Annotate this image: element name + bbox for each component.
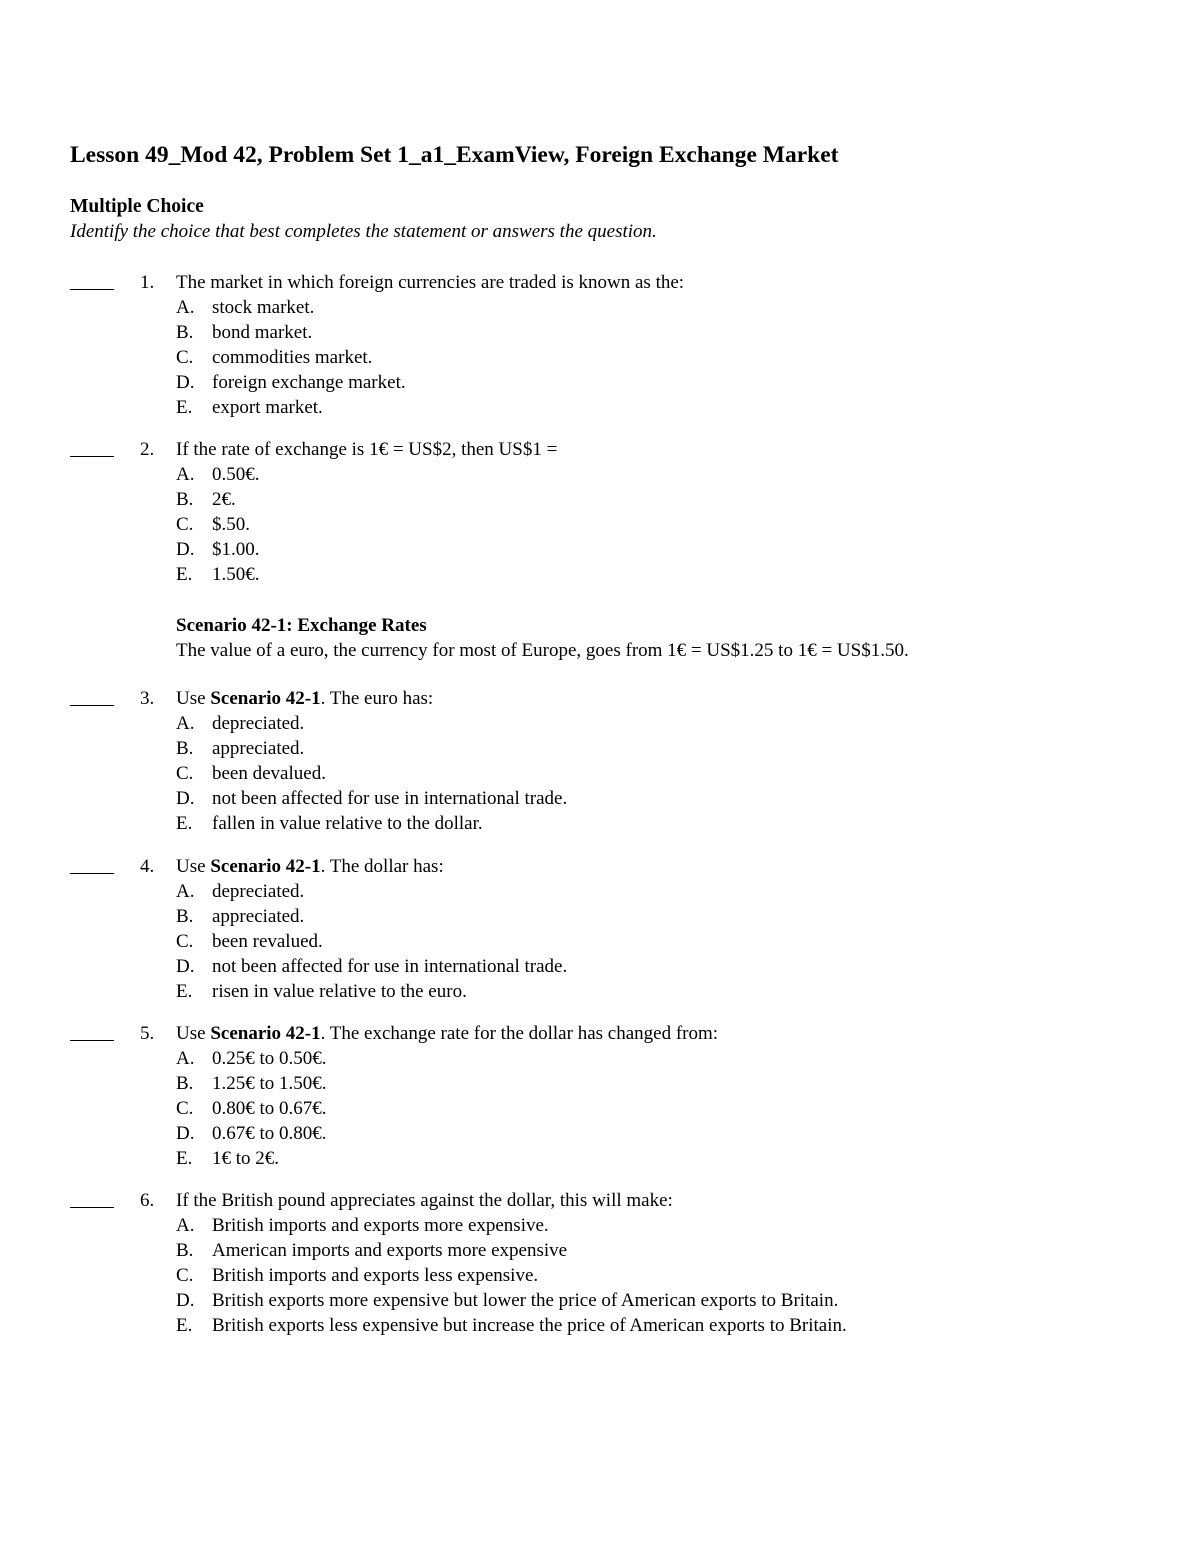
choice-e	[176, 562, 260, 587]
choice-c	[176, 512, 260, 537]
choice-b	[176, 736, 567, 761]
choice-letter: B.	[176, 1073, 194, 1094]
choice-text: risen in value relative to the euro.	[212, 981, 467, 1002]
choice-text: British exports more expensive but lower the price of American exports to Britain.	[212, 1290, 839, 1311]
choice-letter: C.	[176, 514, 194, 535]
choice-text: 1€ to 2€.	[212, 1148, 280, 1169]
scenario-text: The value of a euro, the currency for most of Europe, goes from 1€ = US$1.25 to 1€ = US$1.50.	[176, 640, 909, 661]
choice-a	[176, 1046, 327, 1071]
choice-list	[176, 462, 260, 587]
section-instructions: Identify the choice that best completes the statement or answers the question.	[70, 221, 657, 242]
choice-a	[176, 1213, 847, 1238]
choice-text: British imports and exports less expensive.	[212, 1265, 539, 1286]
choice-letter: D.	[176, 372, 195, 393]
scenario-reference: Scenario 42-1	[210, 1023, 321, 1044]
answer-blank[interactable]	[70, 1040, 114, 1041]
choice-text: 0.50€.	[212, 464, 260, 485]
choice-text: 1.50€.	[212, 564, 260, 585]
choice-letter: E.	[176, 981, 193, 1002]
choice-letter: A.	[176, 713, 195, 734]
choice-d	[176, 370, 406, 395]
choice-letter: E.	[176, 813, 193, 834]
choice-c	[176, 1263, 847, 1288]
scenario-reference: Scenario 42-1	[210, 688, 321, 709]
question-prefix: Use	[176, 688, 211, 709]
choice-text: depreciated.	[212, 713, 305, 734]
choice-a	[176, 711, 567, 736]
scenario-title: Scenario 42-1: Exchange Rates	[176, 615, 427, 636]
choice-letter: B.	[176, 1240, 194, 1261]
question-number: 4.	[140, 856, 155, 877]
question-text: If the British pound appreciates against the dollar, this will make:	[176, 1190, 673, 1211]
choice-text: been devalued.	[212, 763, 326, 784]
choice-text: foreign exchange market.	[212, 372, 406, 393]
answer-blank[interactable]	[70, 456, 114, 457]
choice-text: American imports and exports more expensive	[212, 1240, 568, 1261]
choice-text: bond market.	[212, 322, 313, 343]
choice-text: 0.25€ to 0.50€.	[212, 1048, 327, 1069]
choice-list	[176, 1213, 847, 1338]
answer-blank[interactable]	[70, 289, 114, 290]
question-suffix: . The exchange rate for the dollar has changed from:	[320, 1023, 719, 1044]
choice-text: British imports and exports more expensive.	[212, 1215, 549, 1236]
choice-text: appreciated.	[212, 738, 305, 759]
question-prefix: Use	[176, 1023, 211, 1044]
choice-c	[176, 1096, 327, 1121]
choice-letter: C.	[176, 1098, 194, 1119]
choice-d	[176, 537, 260, 562]
choice-text: fallen in value relative to the dollar.	[212, 813, 483, 834]
choice-list	[176, 879, 567, 1004]
choice-text: 1.25€ to 1.50€.	[212, 1073, 327, 1094]
choice-letter: D.	[176, 1290, 195, 1311]
choice-e	[176, 395, 406, 420]
choice-text: been revalued.	[212, 931, 323, 952]
choice-letter: B.	[176, 322, 194, 343]
choice-text: appreciated.	[212, 906, 305, 927]
scenario-block	[176, 613, 909, 663]
question-suffix: . The euro has:	[320, 688, 434, 709]
question-number: 2.	[140, 439, 155, 460]
choice-letter: C.	[176, 763, 194, 784]
question-text	[176, 686, 433, 711]
choice-letter: E.	[176, 1148, 193, 1169]
choice-letter: A.	[176, 297, 195, 318]
choice-text: $1.00.	[212, 539, 260, 560]
question-text: If the rate of exchange is 1€ = US$2, then US$1 =	[176, 439, 558, 460]
choice-list	[176, 711, 567, 836]
choice-list	[176, 1046, 327, 1171]
choice-letter: A.	[176, 1048, 195, 1069]
choice-b	[176, 320, 406, 345]
choice-e	[176, 979, 567, 1004]
question-number: 6.	[140, 1190, 155, 1211]
document-title: Lesson 49_Mod 42, Problem Set 1_a1_ExamView, Foreign Exchange Market	[70, 142, 839, 168]
question-text	[176, 1021, 718, 1046]
choice-text: depreciated.	[212, 881, 305, 902]
choice-letter: B.	[176, 738, 194, 759]
choice-letter: E.	[176, 397, 193, 418]
section-heading: Multiple Choice	[70, 196, 204, 217]
choice-letter: C.	[176, 931, 194, 952]
choice-e	[176, 811, 567, 836]
choice-letter: E.	[176, 1315, 193, 1336]
choice-d	[176, 954, 567, 979]
choice-a	[176, 295, 406, 320]
question-text: The market in which foreign currencies are traded is known as the:	[176, 272, 685, 293]
choice-b	[176, 487, 260, 512]
choice-letter: D.	[176, 539, 195, 560]
question-text	[176, 854, 444, 879]
choice-e	[176, 1146, 327, 1171]
answer-blank[interactable]	[70, 873, 114, 874]
choice-letter: D.	[176, 1123, 195, 1144]
scenario-reference: Scenario 42-1	[210, 856, 321, 877]
choice-text: not been affected for use in international trade.	[212, 956, 568, 977]
choice-b	[176, 1238, 847, 1263]
choice-text: 2€.	[212, 489, 236, 510]
question-number: 1.	[140, 272, 155, 293]
choice-letter: D.	[176, 788, 195, 809]
choice-text: $.50.	[212, 514, 250, 535]
choice-letter: D.	[176, 956, 195, 977]
choice-c	[176, 761, 567, 786]
choice-list	[176, 295, 406, 420]
choice-d	[176, 1288, 847, 1313]
answer-blank[interactable]	[70, 705, 114, 706]
choice-d	[176, 1121, 327, 1146]
question-number: 3.	[140, 688, 155, 709]
choice-c	[176, 345, 406, 370]
choice-e	[176, 1313, 847, 1338]
question-number: 5.	[140, 1023, 155, 1044]
choice-letter: C.	[176, 1265, 194, 1286]
choice-letter: A.	[176, 1215, 195, 1236]
choice-text: commodities market.	[212, 347, 373, 368]
choice-text: not been affected for use in international trade.	[212, 788, 568, 809]
choice-a	[176, 879, 567, 904]
choice-text: 0.80€ to 0.67€.	[212, 1098, 327, 1119]
choice-c	[176, 929, 567, 954]
choice-d	[176, 786, 567, 811]
choice-text: stock market.	[212, 297, 315, 318]
choice-b	[176, 904, 567, 929]
choice-letter: A.	[176, 881, 195, 902]
choice-letter: B.	[176, 489, 194, 510]
question-suffix: . The dollar has:	[320, 856, 444, 877]
question-prefix: Use	[176, 856, 211, 877]
choice-letter: A.	[176, 464, 195, 485]
choice-text: 0.67€ to 0.80€.	[212, 1123, 327, 1144]
choice-letter: C.	[176, 347, 194, 368]
answer-blank[interactable]	[70, 1207, 114, 1208]
choice-text: export market.	[212, 397, 323, 418]
choice-b	[176, 1071, 327, 1096]
choice-letter: E.	[176, 564, 193, 585]
choice-letter: B.	[176, 906, 194, 927]
choice-a	[176, 462, 260, 487]
choice-text: British exports less expensive but increase the price of American exports to Britain.	[212, 1315, 847, 1336]
